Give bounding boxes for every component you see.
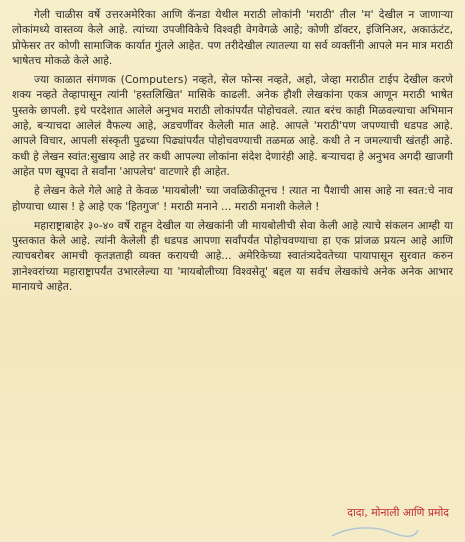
paragraph-intro: गेली चाळीस वर्षे उत्तरअमेरिका आणि कॅनडा येथील मराठी लोकांनी 'मराठी' तील 'म' देखील न जाणाऱ्या लोकांमध्ये वास्तव्य केले आहे. त्यांच्या उपजीविकेचे विश्वही वेगवेगळे आहे; कोणी डॉक्टर, इंजिनिअर, अकाऊंटंट, प्रोफेसर तर कोणी सामाजिक कार्यात गुंतले आहेत. पण तरीदेखील त्यातल्या या सर्व व्यक्तींनी आपले मन मात्र मराठी भाषेतच मोकळे केले आहे. bbox=[12, 9, 453, 67]
signature: दादा, मोनाली आणि प्रमोद bbox=[347, 506, 449, 519]
decorative-swirl-icon bbox=[330, 522, 420, 542]
paragraph-history: ज्या काळात संगणक (Computers) नव्हते, सेल फोन्स नव्हते, अहो, जेव्हा मराठीत टाईप देखील करणे शक्य नव्हते तेव्हापासून त्यांनी 'हस्तलिखित' मासिके काढली. अनेक हौशी लेखकांना एकत्र आणून मराठी भाषेत पुस्तके छापली. इथे परदेशात आलेले अनुभव मराठी लोकांपर्यंत पोहोचवले. त्यात बरंच काही मिळवल्याचा अभिमान आहे, बऱ्याचदा आलेलं वैफल्य आहे, अडचणींवर केलेली मात आहे. आपले 'मराठी'पण जपण्याची धडपड आहे. आपले विचार, आपली संस्कृती पुढच्या पिढ्यांपर्यंत पोहोचवण्याची तळमळ आहे. कधी ते न जमल्याची खंतही आहे. कधी हे लेखन स्वांत:सुखाय आहे तर कधी आपल्या लोकांना संदेश देणारंही आहे. बऱ्याचदा हे अनुभव अगदी खाजगी आहेत पण खूपदा ते सर्वांना 'आपलेच' वाटणारे ही आहेत. bbox=[12, 74, 453, 178]
paragraph-maayboli: हे लेखन केले गेले आहे ते केवळ 'मायबोली' च्या जवळिकीतूनच ! त्यात ना पैशाची आस आहे ना स्वत:चे नाव होण्याचा ध्यास ! हे आहे एक 'हितगुज' ! मराठी मनाने ... मराठी मनाशी केलेले ! bbox=[12, 185, 453, 213]
paragraph-compilation: महाराष्ट्राबाहेर ३०-४० वर्षे राहून देखील या लेखकांनी जी मायबोलीची सेवा केली आहे त्याचे संकलन आम्ही या पुस्तकात केले आहे. त्यांनी केलेली ही धडपड आपणा सर्वांपर्यंत पोहोचवण्याचा हा एक प्रांजळ प्रयत्न आहे आणि त्याचबरोबर आमची कृतज्ञताही व्यक्त करायची आहे... अमेरिकेच्या स्वातंत्र्यदेवतेच्या पायापासून सुरवात करुन ज्ञानेश्वरांच्या महाराष्ट्रापर्यंत उभारलेल्या या 'मायबोलीच्या विश्वसेतू' बद्दल या सर्वच लेखकांचे अनेक अनेक आभार मानायचे आहेत. bbox=[12, 219, 453, 294]
